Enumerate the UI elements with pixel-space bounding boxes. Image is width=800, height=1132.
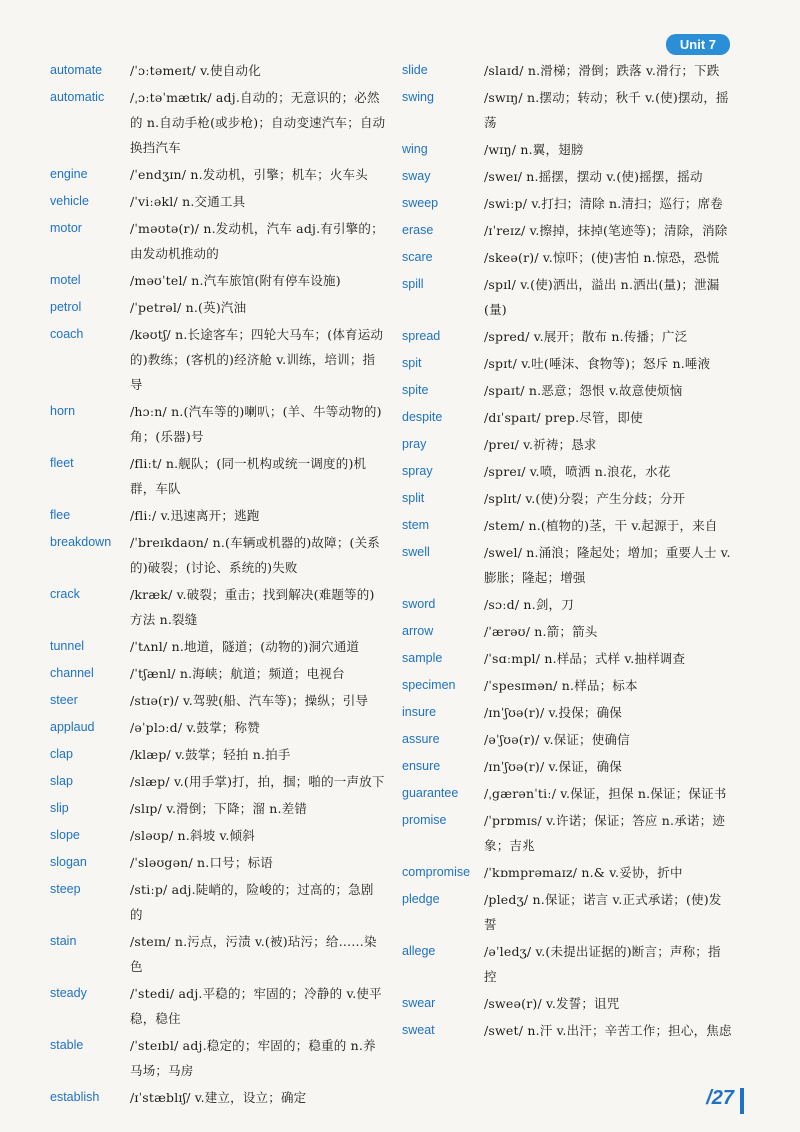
unit-badge: Unit 7	[666, 34, 730, 55]
vocab-definition: /wɪŋ/ n.翼，翅膀	[484, 142, 584, 157]
vocab-word: pray	[402, 437, 427, 451]
vocab-word: automate	[50, 63, 103, 77]
vocab-definition: /spred/ v.展开；散布 n.传播；广泛	[484, 329, 688, 344]
vocab-definition: /steɪn/ n.污点，污渍 v.(被)玷污；给……染色	[130, 934, 377, 974]
vocab-word: sweat	[402, 1023, 435, 1037]
vocab-entry	[50, 189, 386, 214]
vocab-entry	[50, 823, 386, 848]
vocab-word: horn	[50, 404, 76, 418]
vocab-word: channel	[50, 666, 94, 680]
vocab-entry	[50, 582, 386, 632]
vocab-entry	[402, 218, 732, 243]
vocab-entry	[402, 619, 732, 644]
right-column	[402, 58, 732, 1045]
vocab-definition: /ɪnˈʃʊə(r)/ v.保证，确保	[484, 759, 623, 774]
vocab-definition: /ˈsləʊgən/ n.口号；标语	[130, 855, 273, 870]
vocab-definition: /sweə(r)/ v.发誓；诅咒	[484, 996, 620, 1011]
vocab-word: specimen	[402, 678, 456, 692]
vocab-definition: /ˈendʒɪn/ n.发动机，引擎；机车；火车头	[130, 167, 368, 182]
vocab-word: breakdown	[50, 535, 112, 549]
vocab-word: fleet	[50, 456, 74, 470]
vocab-word: crack	[50, 587, 80, 601]
vocab-word: slip	[50, 801, 69, 815]
vocab-word: tunnel	[50, 639, 85, 653]
vocab-definition: /kəʊtʃ/ n.长途客车；四轮大马车；(体育运动的)教练；(客机的)经济舱 v.训练，培训；指导	[130, 327, 384, 392]
vocab-word: slope	[50, 828, 80, 842]
vocab-definition: /slɪp/ v.滑倒；下降；溜 n.差错	[130, 801, 308, 816]
vocab-entry	[402, 781, 732, 806]
vocab-word: spray	[402, 464, 433, 478]
vocab-definition: /spɪl/ v.(使)洒出，溢出 n.洒出(量)；泄漏(量)	[484, 277, 720, 317]
vocab-word: engine	[50, 167, 88, 181]
vocab-entry	[50, 1085, 386, 1110]
vocab-word: allege	[402, 944, 436, 958]
vocab-entry	[50, 216, 386, 266]
vocab-entry	[402, 459, 732, 484]
vocab-word: steep	[50, 882, 81, 896]
vocab-entry	[402, 1018, 732, 1043]
vocab-definition: /sweɪ/ n.摇摆，摆动 v.(使)摇摆，摇动	[484, 169, 703, 184]
vocab-word: wing	[402, 142, 428, 156]
vocab-word: coach	[50, 327, 84, 341]
vocab-definition: /ɪˈreɪz/ v.擦掉，抹掉(笔迹等)；清除，消除	[484, 223, 728, 238]
vocab-definition: /ˌgærənˈtiː/ v.保证，担保 n.保证；保证书	[484, 786, 727, 801]
left-column	[50, 58, 386, 1112]
vocab-word: motel	[50, 273, 81, 287]
vocab-word: pledge	[402, 892, 440, 906]
vocab-definition: /ˈtʌnl/ n.地道，隧道；(动物的)洞穴通道	[130, 639, 360, 654]
vocab-word: spread	[402, 329, 441, 343]
vocab-entry	[50, 451, 386, 501]
vocab-entry	[50, 58, 386, 83]
vocab-word: scare	[402, 250, 433, 264]
vocab-entry	[50, 769, 386, 794]
vocab-word: promise	[402, 813, 447, 827]
vocab-entry	[402, 540, 732, 590]
vocab-definition: /fliːt/ n.舰队；(同一机构或统一调度的)机群，车队	[130, 456, 367, 496]
vocab-word: swing	[402, 90, 434, 104]
vocab-definition: /əˈʃʊə(r)/ v.保证；使确信	[484, 732, 630, 747]
vocab-entry	[50, 715, 386, 740]
vocab-definition: /spɪt/ v.吐(唾沫、食物等)；怒斥 n.唾液	[484, 356, 711, 371]
vocab-definition: /ˈkɒmprəmaɪz/ n.& v.妥协，折中	[484, 865, 683, 880]
vocab-word: sample	[402, 651, 443, 665]
vocab-word: slide	[402, 63, 428, 77]
vocab-word: flee	[50, 508, 71, 522]
vocab-definition: /ˌɔːtəˈmætɪk/ adj.自动的；无意识的；必然的 n.自动手枪(或步枪)；自动变速汽车；自动换挡汽车	[130, 90, 386, 155]
vocab-entry	[402, 860, 732, 885]
vocab-entry	[50, 268, 386, 293]
vocab-entry	[50, 399, 386, 449]
vocab-definition: /swɪŋ/ n.摆动；转动；秋千 v.(使)摆动，摇荡	[484, 90, 729, 130]
vocab-word: spill	[402, 277, 424, 291]
vocab-entry	[50, 661, 386, 686]
vocab-word: insure	[402, 705, 437, 719]
vocab-definition: /ˈpetrəl/ n.(英)汽油	[130, 300, 247, 315]
page-number-bar	[740, 1088, 744, 1114]
vocab-definition: /spreɪ/ v.喷，喷洒 n.浪花，水花	[484, 464, 671, 479]
vocab-definition: /stɪə(r)/ v.驾驶(船、汽车等)；操纵；引导	[130, 693, 369, 708]
vocab-word: stain	[50, 934, 77, 948]
vocab-definition: /spaɪt/ n.恶意；怨恨 v.故意使烦恼	[484, 383, 683, 398]
vocab-definition: /ɪnˈʃʊə(r)/ v.投保；确保	[484, 705, 623, 720]
vocab-entry	[402, 673, 732, 698]
vocab-definition: /sləʊp/ n.斜坡 v.倾斜	[130, 828, 255, 843]
vocab-word: automatic	[50, 90, 105, 104]
vocab-entry	[402, 939, 732, 989]
vocab-word: petrol	[50, 300, 82, 314]
vocab-definition: /ˈbreɪkdaʊn/ n.(车辆或机器的)故障；(关系的)破裂；(讨论、系统的)失败	[130, 535, 380, 575]
vocab-definition: /stem/ n.(植物的)茎，干 v.起源于，来自	[484, 518, 718, 533]
vocab-word: despite	[402, 410, 443, 424]
vocab-definition: /əˈplɔːd/ v.鼓掌；称赞	[130, 720, 260, 735]
vocab-entry	[402, 137, 732, 162]
vocab-word: compromise	[402, 865, 471, 879]
vocab-definition: /swiːp/ v.打扫；清除 n.清扫；巡行；席卷	[484, 196, 723, 211]
vocab-word: sway	[402, 169, 431, 183]
vocab-entry	[50, 295, 386, 320]
vocab-definition: /ˈviːəkl/ n.交通工具	[130, 194, 246, 209]
vocab-entry	[50, 981, 386, 1031]
vocab-word: establish	[50, 1090, 100, 1104]
vocab-entry	[50, 322, 386, 397]
vocab-definition: /ˈsɑːmpl/ n.样品；式样 v.抽样调查	[484, 651, 686, 666]
vocab-word: arrow	[402, 624, 434, 638]
vocab-definition: /ˈtʃænl/ n.海峡；航道；频道；电视台	[130, 666, 345, 681]
vocab-definition: /slaɪd/ n.滑梯；滑倒；跌落 v.滑行；下跌	[484, 63, 720, 78]
vocab-definition: /pledʒ/ n.保证；诺言 v.正式承诺；(使)发誓	[484, 892, 722, 932]
vocab-entry	[402, 646, 732, 671]
vocab-definition: /ˈærəʊ/ n.箭；箭头	[484, 624, 598, 639]
vocab-definition: /stiːp/ adj.陡峭的，险峻的；过高的；急剧的	[130, 882, 374, 922]
vocab-definition: /ɪˈstæblɪʃ/ v.建立，设立；确定	[130, 1090, 307, 1105]
vocab-definition: /swet/ n.汗 v.出汗；辛苦工作；担心，焦虑	[484, 1023, 732, 1038]
vocab-definition: /swel/ n.涌浪；隆起处；增加；重要人士 v.膨胀；隆起；增强	[484, 545, 731, 585]
vocab-word: slogan	[50, 855, 87, 869]
vocab-word: swear	[402, 996, 436, 1010]
vocab-entry	[402, 727, 732, 752]
vocab-definition: /fliː/ v.迅速离开；逃跑	[130, 508, 260, 523]
vocab-word: stable	[50, 1038, 84, 1052]
vocab-definition: /slæp/ v.(用手掌)打，拍，掴；啪的一声放下	[130, 774, 385, 789]
vocab-entry	[402, 991, 732, 1016]
vocab-entry	[50, 929, 386, 979]
vocab-definition: /məʊˈtel/ n.汽车旅馆(附有停车设施)	[130, 273, 341, 288]
vocab-entry	[50, 850, 386, 875]
vocab-definition: /ˈməʊtə(r)/ n.发动机，汽车 adj.有引擎的；由发动机推动的	[130, 221, 384, 261]
vocab-entry	[50, 688, 386, 713]
vocab-entry	[402, 351, 732, 376]
vocab-entry	[402, 432, 732, 457]
vocab-entry	[402, 324, 732, 349]
vocab-entry	[50, 877, 386, 927]
vocab-definition: /ˈprɒmɪs/ v.许诺；保证；答应 n.承诺；迹象；吉兆	[484, 813, 726, 853]
vocab-definition: /sɔːd/ n.剑，刀	[484, 597, 574, 612]
vocab-entry	[402, 808, 732, 858]
vocab-entry	[402, 754, 732, 779]
vocab-entry	[50, 796, 386, 821]
vocab-entry	[50, 530, 386, 580]
vocab-definition: /ˈsteɪbl/ adj.稳定的；牢固的；稳重的 n.养马场；马房	[130, 1038, 376, 1078]
vocab-definition: /preɪ/ v.祈祷；恳求	[484, 437, 597, 452]
vocab-entry	[402, 887, 732, 937]
vocab-entry	[50, 1033, 386, 1083]
vocab-word: spit	[402, 356, 422, 370]
vocab-word: split	[402, 491, 425, 505]
vocab-entry	[402, 85, 732, 135]
vocab-word: assure	[402, 732, 440, 746]
vocab-word: vehicle	[50, 194, 89, 208]
vocab-word: steer	[50, 693, 78, 707]
vocab-word: erase	[402, 223, 434, 237]
vocab-entry	[402, 513, 732, 538]
vocab-word: spite	[402, 383, 429, 397]
vocab-entry	[50, 634, 386, 659]
vocab-word: sword	[402, 597, 436, 611]
vocab-entry	[50, 162, 386, 187]
vocab-word: motor	[50, 221, 82, 235]
vocab-entry	[50, 85, 386, 160]
vocab-entry	[402, 486, 732, 511]
vocab-word: swell	[402, 545, 430, 559]
vocab-definition: /hɔːn/ n.(汽车等的)喇叭；(羊、牛等动物的)角；(乐器)号	[130, 404, 382, 444]
page-number: /27	[706, 1087, 734, 1109]
vocab-entry	[402, 272, 732, 322]
vocab-word: stem	[402, 518, 430, 532]
vocab-definition: /əˈledʒ/ v.(未提出证据的)断言；声称；指控	[484, 944, 721, 984]
vocab-definition: /splɪt/ v.(使)分裂；产生分歧；分开	[484, 491, 686, 506]
vocab-entry	[402, 58, 732, 83]
vocab-definition: /klæp/ v.鼓掌；轻拍 n.拍手	[130, 747, 291, 762]
vocab-entry	[402, 378, 732, 403]
vocab-word: slap	[50, 774, 73, 788]
vocab-definition: /dɪˈspaɪt/ prep.尽管，即使	[484, 410, 643, 425]
vocab-definition: /skeə(r)/ v.惊吓；(使)害怕 n.惊恐，恐慌	[484, 250, 720, 265]
vocab-definition: /ˈstedi/ adj.平稳的；牢固的；冷静的 v.使平稳，稳住	[130, 986, 382, 1026]
vocab-entry	[402, 405, 732, 430]
vocab-entry	[50, 503, 386, 528]
vocab-definition: /ˈɔːtəmeɪt/ v.使自动化	[130, 63, 261, 78]
vocab-entry	[402, 164, 732, 189]
vocab-word: sweep	[402, 196, 439, 210]
vocab-definition: /ˈspesɪmən/ n.样品；标本	[484, 678, 638, 693]
vocab-word: applaud	[50, 720, 95, 734]
vocab-entry	[402, 191, 732, 216]
vocab-entry	[402, 245, 732, 270]
vocab-word: clap	[50, 747, 73, 761]
vocab-word: steady	[50, 986, 87, 1000]
vocab-entry	[402, 700, 732, 725]
vocab-word: ensure	[402, 759, 441, 773]
vocab-entry	[402, 592, 732, 617]
vocab-definition: /kræk/ v.破裂；重击；找到解决(难题等的)方法 n.裂缝	[130, 587, 375, 627]
vocab-word: guarantee	[402, 786, 459, 800]
vocab-entry	[50, 742, 386, 767]
